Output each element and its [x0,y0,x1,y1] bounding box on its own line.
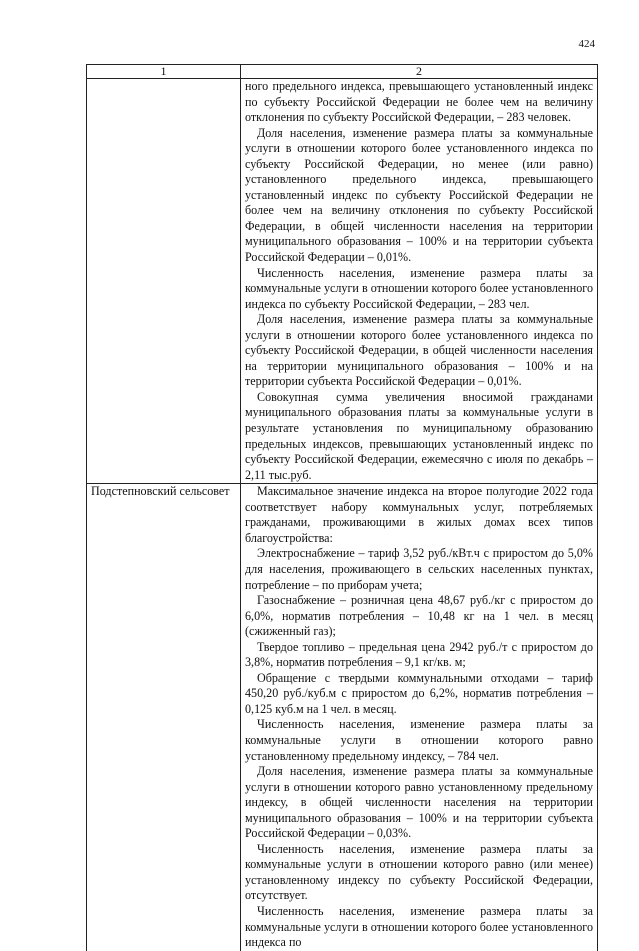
table-header-row [87,65,598,79]
document-table [86,64,598,951]
table-row [87,79,598,484]
region-name: Подстепновский сельсовет [91,484,230,499]
paragraph: Численность населения, изменение размера платы за коммунальные услуги в отношении которого равно установленному предельному индексу, – 784 чел. [245,717,593,763]
paragraph: Совокупная сумма увеличения вносимой гражданами муниципального образования платы за коммунальные услуги в результате установления по муниципальному образованию предельных индексов, превышающих установленный индекс по субъекту Российской Федерации, ежемесячно с июля по декабрь – 2,11 тыс.руб. [245,389,593,482]
paragraph: Обращение с твердыми коммунальными отходами – тариф 450,20 руб./куб.м с приростом до 6,2%, норматив потребления – 0,125 куб.м на 1 чел. в месяц. [245,670,593,716]
column-header-1: 1 [87,65,241,79]
paragraph: Доля населения, изменение размера платы за коммунальные услуги в отношении которого более установленного индекса по субъекту Российской Федерации, в общей численности населения на территории муниципального образования – 100% и на территории субъекта Российской Федерации – 0,01%. [245,312,593,389]
column-header-2: 2 [241,65,598,79]
page-number: 424 [578,38,595,50]
paragraph: Доля населения, изменение размера платы за коммунальные услуги в отношении которого равно установленному предельному индексу, в общей численности населения на территории муниципального образования – 100% и на территории субъекта Российской Федерации – 0,03%. [245,764,593,841]
paragraph: Доля населения, изменение размера платы за коммунальные услуги в отношении которого более установленного индекса по субъекту Российской Федерации, но менее (или равно) установленного предельного индекса, превышающего установленный индекс по субъекту Российской Федерации не более чем на величину отклонения по субъекту Российской Федерации, в общей численности населения на территории муниципального образования – 100% и на территории субъекта Российской Федерации – 0,01%. [245,125,593,265]
paragraph: Численность населения, изменение размера платы за коммунальные услуги в отношении которого равно (или менее) установленному индексу по субъекту Российской Федерации, отсутствует. [245,841,593,903]
paragraph: ного предельного индекса, превышающего установленный индекс по субъекту Российской Федерации не более чем на величину отклонения по субъекту Российской Федерации, – 283 человек. [245,79,593,125]
paragraph: Электроснабжение – тариф 3,52 руб./кВт.ч с приростом до 5,0% для населения, проживающего в сельских населенных пунктах, потребление – по приборам учета; [245,546,593,592]
paragraph: Максимальное значение индекса на второе полугодие 2022 года соответствует набору коммунальных услуг, потребляемых гражданами, проживающими в жилых домах всех типов благоустройства: [245,484,593,545]
paragraph: Газоснабжение – розничная цена 48,67 руб./кг с приростом до 6,0%, норматив потребления – 10,48 кг на 1 чел. в месяц (сжиженный газ); [245,593,593,639]
paragraph: Твердое топливо – предельная цена 2942 руб./т с приростом до 3,8%, норматив потребления – 9,1 кг/кв. м; [245,639,593,670]
content-cell [241,79,598,484]
region-cell [87,484,241,951]
content-cell [241,484,598,951]
paragraph: Численность населения, изменение размера платы за коммунальные услуги в отношении которого более установленного индекса по [245,903,593,950]
region-cell [87,79,241,484]
paragraph: Численность населения, изменение размера платы за коммунальные услуги в отношении которого более установленного индекса по субъекту Российской Федерации, – 283 чел. [245,265,593,311]
table-row [87,484,598,951]
